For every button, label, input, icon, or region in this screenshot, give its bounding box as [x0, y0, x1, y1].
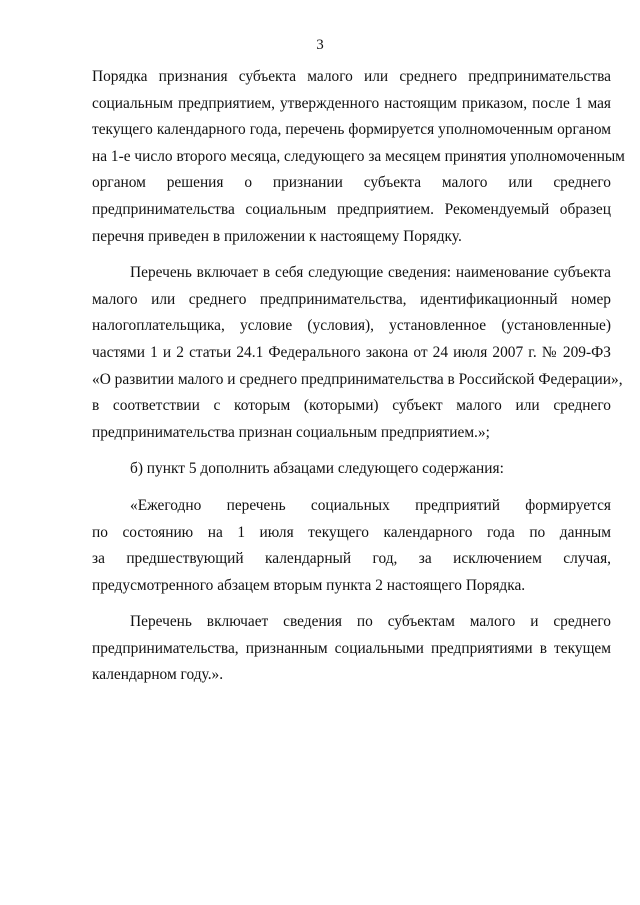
text-line: налогоплательщика, условие (условия), установленное (установленные): [92, 317, 611, 335]
paragraph-continuation: [92, 64, 625, 250]
text-line: б) пункт 5 дополнить абзацами следующего содержания:: [130, 460, 504, 478]
text-line: в соответствии с которым (которыми) субъект малого или среднего: [92, 397, 611, 415]
text-line: календарном году.».: [92, 666, 224, 684]
paragraph-list-contents: [92, 260, 623, 446]
text-line: «О развитии малого и среднего предпринимательства в Российской Федерации»,: [92, 370, 623, 388]
text-line: предпринимательства признан социальным предприятием.»;: [92, 423, 490, 441]
text-line: за предшествующий календарный год, за исключением случая,: [92, 550, 611, 568]
text-line: предусмотренного абзацем вторым пункта 2 настоящего Порядка.: [92, 576, 526, 594]
paragraph-annual-list: [92, 493, 611, 599]
text-line: органом решения о признании субъекта малого или среднего: [92, 174, 611, 192]
text-line: Перечень включает в себя следующие сведения: наименование субъекта: [130, 264, 611, 282]
text-line: текущего календарного года, перечень формируется уполномоченным органом: [92, 121, 611, 139]
text-line: перечня приведен в приложении к настоящему Порядку.: [92, 227, 462, 245]
text-line: «Ежегодно перечень социальных предприятий формируется: [130, 496, 611, 514]
text-line: Перечень включает сведения по субъектам малого и среднего: [130, 613, 611, 631]
page-number: 3: [316, 37, 324, 53]
paragraph-item-b: [92, 456, 611, 483]
text-line: предпринимательства социальным предприятием. Рекомендуемый образец: [92, 200, 611, 218]
paragraph-list-info: [92, 609, 611, 689]
text-line: на 1-е число второго месяца, следующего за месяцем принятия уполномоченным: [92, 147, 625, 165]
text-line: социальным предприятием, утвержденного настоящим приказом, после 1 мая: [92, 94, 611, 112]
text-line: по состоянию на 1 июля текущего календарного года по данным: [92, 523, 611, 541]
text-line: Порядка признания субъекта малого или среднего предпринимательства: [92, 68, 611, 85]
text-line: предпринимательства, признанным социальными предприятиями в текущем: [92, 639, 611, 657]
text-line: малого или среднего предпринимательства, идентификационный номер: [92, 290, 611, 308]
text-line: частями 1 и 2 статьи 24.1 Федерального закона от 24 июля 2007 г. № 209-ФЗ: [92, 343, 611, 361]
document-body: [92, 64, 625, 689]
